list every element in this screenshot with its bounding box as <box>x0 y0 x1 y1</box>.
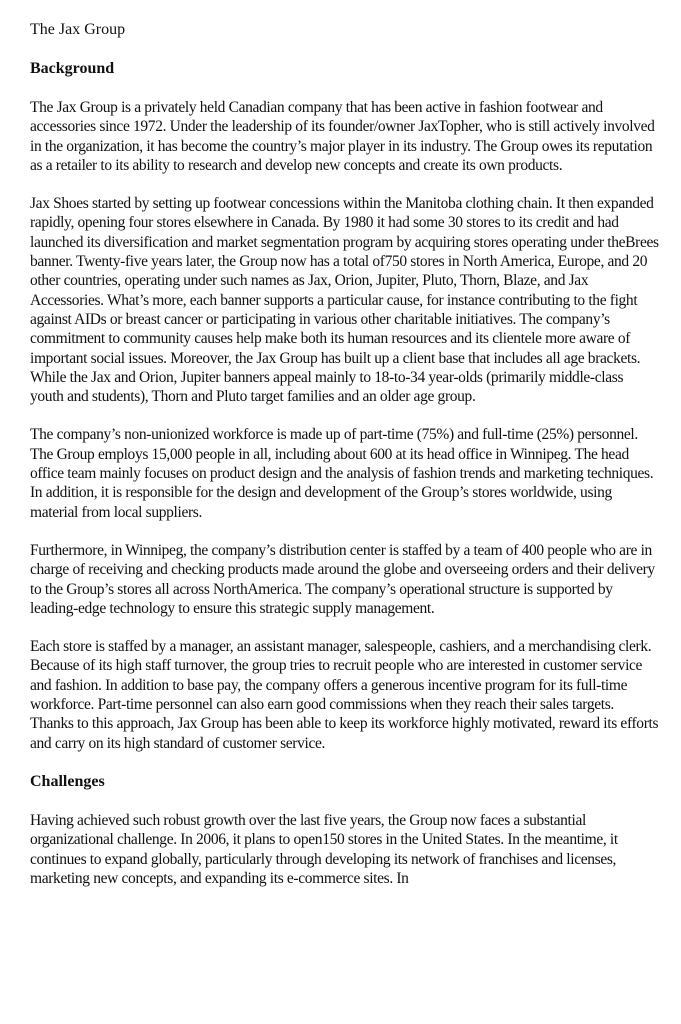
section-heading-background: Background <box>30 60 115 77</box>
background-paragraph-5: Each store is staffed by a manager, an assistant manager, salespeople, cashiers, and a merchandising clerk. Because of its high staff turnover, the group tries to recruit people who are interested in customer service and fashion. In addition to base pay, the company offers a generous incentive program for its full-time workforce. Part-time personnel can also earn good commissions when they reach their sales targets. Thanks to this approach, Jax Group has been able to keep its workforce highly motivated, reward its efforts and carry on its high standard of customer service. <box>30 638 659 752</box>
section-heading-challenges: Challenges <box>30 772 105 790</box>
background-paragraph-1: The Jax Group is a privately held Canadian company that has been active in fashion footwear and accessories since 1972. Under the leadership of its founder/owner JaxTopher, who is still actively involved in the organization, it has become the country’s major player in its industry. The Group owes its reputation as a retailer to its ability to research and develop new concepts and create its own products. <box>30 99 655 174</box>
background-paragraph-4: Furthermore, in Winnipeg, the company’s distribution center is staffed by a team of 400 people who are in charge of receiving and checking products made around the globe and overseeing orders and their delivery to the Group’s stores all across NorthAmerica. The company’s operational structure is supported by leading-edge technology to ensure this strategic supply management. <box>30 541 655 617</box>
background-paragraph-2: Jax Shoes started by setting up footwear concessions within the Manitoba clothing chain. It then expanded rapidly, opening four stores elsewhere in Canada. By 1980 it had some 30 stores to its credit and had launched its diversification and market segmentation program by acquiring stores operating under theBrees banner. Twenty-five years later, the Group now has a total of750 stores in North America, Europe, and 20 other countries, operating under such names as Jax, Orion, Jupiter, Pluto, Thorn, Blaze, and Jax Accessories. What’s more, each banner supports a particular cause, for instance contributing to the fight against AIDs or breast cancer or participating in various other charitable initiatives. The company’s commitment to community causes help make both its human resources and its clientele more aware of important social issues. Moreover, the Jax Group has built up a client base that includes all age brackets. While the Jax and Orion, Jupiter banners appeal mainly to 18-to-34 year-olds (primarily middle-class youth and students), Thorn and Pluto target families and an older age group. <box>30 195 659 406</box>
document-title: The Jax Group <box>30 21 126 38</box>
background-paragraph-3: The company’s non-unionized workforce is made up of part-time (75%) and full-time (25%) personnel. The Group employs 15,000 people in all, including about 600 at its head office in Winnipeg. The head office team mainly focuses on product design and the analysis of fashion trends and marketing techniques. In addition, it is responsible for the design and development of the Group’s stores worldwide, using material from local suppliers. <box>30 426 654 521</box>
challenges-paragraph-1: Having achieved such robust growth over the last five years, the Group now faces a substantial organizational challenge. In 2006, it plans to open150 stores in the United States. In the meantime, it continues to expand globally, particularly through developing its network of franchises and licenses, marketing new concepts, and expanding its e-commerce sites. In <box>30 811 618 887</box>
document-page <box>30 20 660 888</box>
